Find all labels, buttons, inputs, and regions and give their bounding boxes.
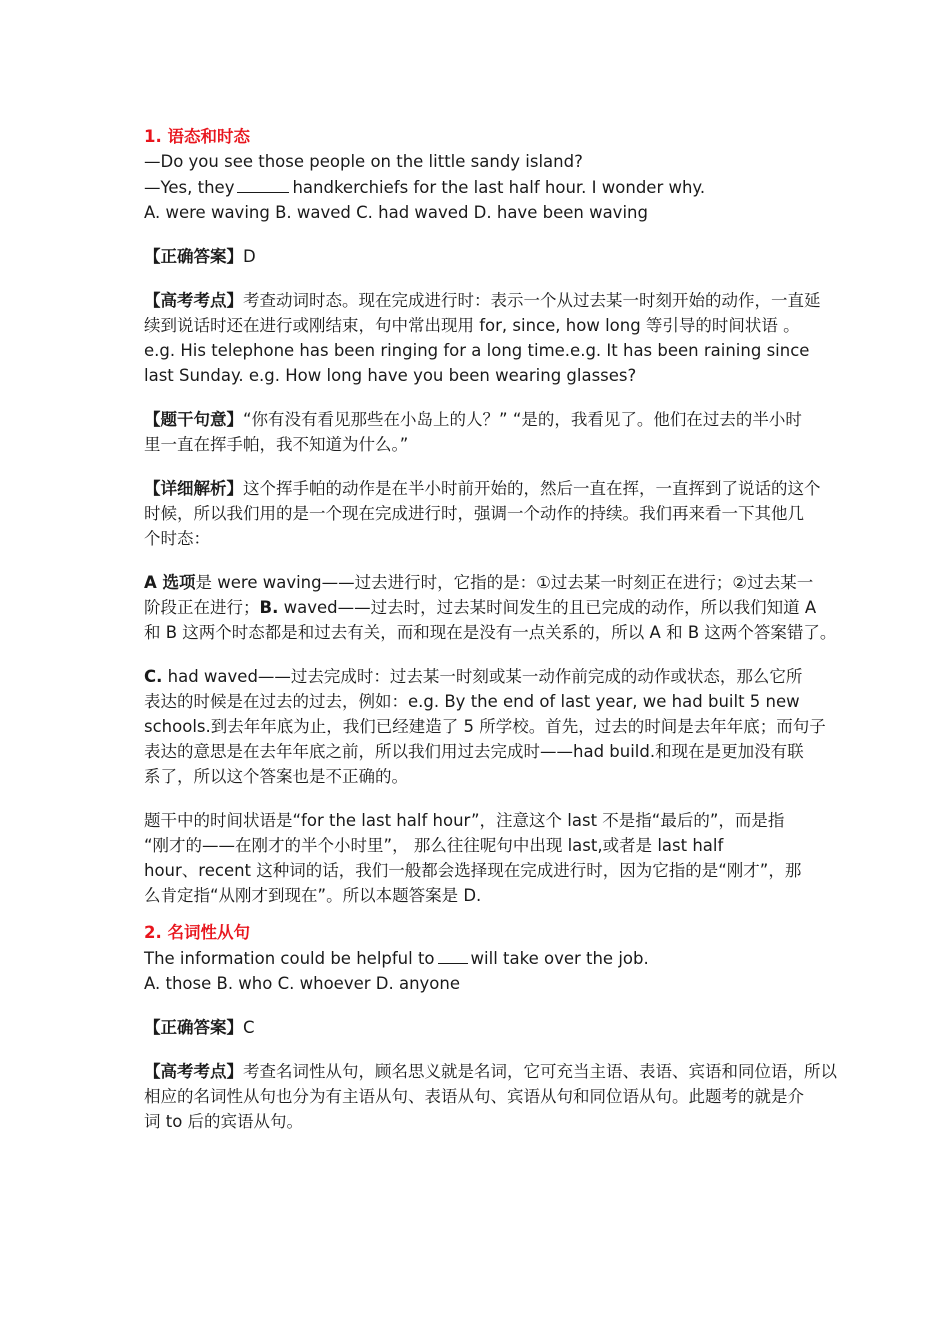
q2-answer-blank (438, 945, 468, 964)
q1-answer-value: D (243, 247, 256, 266)
q1-stem-line-2 (144, 174, 816, 200)
q1-optB-line-2: 和 B 这两个时态都是和过去有关，而和现在是没有一点关系的，所以 A 和 B 这两个答案错了。 (144, 623, 837, 642)
q1-analysis-line-2: 时候，所以我们用的是一个现在完成进行时，强调一个动作的持续。我们再来看一下其他几 (144, 504, 804, 523)
q1-final-line-3: hour、recent 这种词的话，我们一般都会选择现在完成进行时，因为它指的是“刚才”，那 (144, 861, 802, 880)
q1-answer-blank (237, 174, 289, 193)
q2-answer-label: 【正确答案】 (144, 1018, 243, 1037)
q1-optC-line-5: 系了，所以这个答案也是不正确的。 (144, 767, 408, 786)
q1-options: A. were waving B. waved C. had waved D. have been waving (144, 203, 648, 222)
q1-point-label: 【高考考点】 (144, 291, 243, 310)
q1-optA-text-1: 是 were waving——过去进行时，它指的是：①过去某一时刻正在进行；②过去某一 (195, 573, 814, 592)
q2-answer-value: C (243, 1018, 255, 1037)
q1-meaning-line-2: 里一直在挥手帕，我不知道为什么。” (144, 435, 409, 454)
q1-optC-line-4: 表达的意思是在去年年底之前，所以我们用过去完成时——had build.和现在是更加没有联 (144, 742, 804, 761)
q1-heading: 1. 语态和时态 (144, 127, 250, 146)
q1-meaning-line-1 (144, 407, 816, 432)
q1-optB-text-1: waved——过去时，过去某时间发生的且已完成的动作，所以我们知道 A (278, 598, 817, 617)
q1-analysis-label: 【详细解析】 (144, 479, 243, 498)
q1-answer-label: 【正确答案】 (144, 247, 243, 266)
q1-point-line-3: e.g. His telephone has been ringing for a long time.e.g. It has been raining since (144, 341, 810, 360)
q1-stem-line-1: —Do you see those people on the little sandy island? (144, 152, 583, 171)
q1-optA-line-1 (144, 570, 816, 595)
q1-final-line-1: 题干中的时间状语是“for the last half hour”，注意这个 last 不是指“最后的”，而是指 (144, 811, 785, 830)
q1-stem-part-a: —Yes, they (144, 178, 235, 197)
q1-optA-text-2: 阶段正在进行； (144, 598, 260, 617)
q1-optC-line-2: 表达的时候是在过去的过去，例如：e.g. By the end of last year, we had built 5 new (144, 692, 800, 711)
q2-heading: 2. 名词性从句 (144, 923, 250, 942)
q2-stem-part-a: The information could be helpful to (144, 949, 435, 968)
q1-point-line-2: 续到说话时还在进行或刚结束，句中常出现用 for, since, how long 等引导的时间状语 。 (144, 316, 800, 335)
q1-analysis-line-1 (144, 476, 821, 501)
q1-meaning-text-1: “你有没有看见那些在小岛上的人？” “是的，我看见了。他们在过去的半小时 (243, 410, 802, 429)
q1-final-line-4: 么肯定指“从刚才到现在”。所以本题答案是 D. (144, 886, 482, 905)
q1-point-line-4: last Sunday. e.g. How long have you been wearing glasses? (144, 366, 637, 385)
q1-answer (144, 244, 816, 269)
q1-optA-label: A 选项 (144, 573, 196, 592)
q1-meaning-label: 【题干句意】 (144, 410, 243, 429)
q1-optC-line-3: schools.到去年年底为止，我们已经建造了 5 所学校。首先，过去的时间是去年年底；而句子 (144, 717, 826, 736)
q1-optB-label: B. (259, 598, 279, 617)
q1-analysis-line-3: 个时态： (144, 529, 210, 548)
q2-point-line-1 (144, 1059, 837, 1084)
document-page (144, 124, 837, 1134)
q1-final-line-2: “刚才的——在刚才的半个小时里”， 那么往往呢句中出现 last,或者是 last half (144, 836, 724, 855)
q2-options: A. those B. who C. whoever D. anyone (144, 974, 460, 993)
q2-point-line-3: 词 to 后的宾语从句。 (144, 1112, 304, 1131)
q2-stem (144, 945, 816, 971)
q2-point-text-1: 考查名词性从句，顾名思义就是名词，它可充当主语、表语、宾语和同位语，所以 (243, 1062, 837, 1081)
q2-point-line-2: 相应的名词性从句也分为有主语从句、表语从句、宾语从句和同位语从句。此题考的就是介 (144, 1087, 804, 1106)
q1-point-text-1: 考查动词时态。现在完成进行时：表示一个从过去某一时刻开始的动作，一直延 (243, 291, 821, 310)
q2-answer (144, 1015, 816, 1040)
q1-stem-part-b: handkerchiefs for the last half hour. I wonder why. (292, 178, 706, 197)
q1-optC-text-1: had waved——过去完成时：过去某一时刻或某一动作前完成的动作或状态，那么它所 (162, 667, 803, 686)
q1-optC-line-1 (144, 664, 816, 689)
q1-optC-label: C. (144, 667, 163, 686)
q1-point-line-1 (144, 288, 821, 313)
q1-analysis-text-1: 这个挥手帕的动作是在半小时前开始的，然后一直在挥，一直挥到了说话的这个 (243, 479, 821, 498)
q1-optA-line-2 (144, 595, 816, 620)
q2-stem-part-b: will take over the job. (470, 949, 649, 968)
q2-point-label: 【高考考点】 (144, 1062, 243, 1081)
